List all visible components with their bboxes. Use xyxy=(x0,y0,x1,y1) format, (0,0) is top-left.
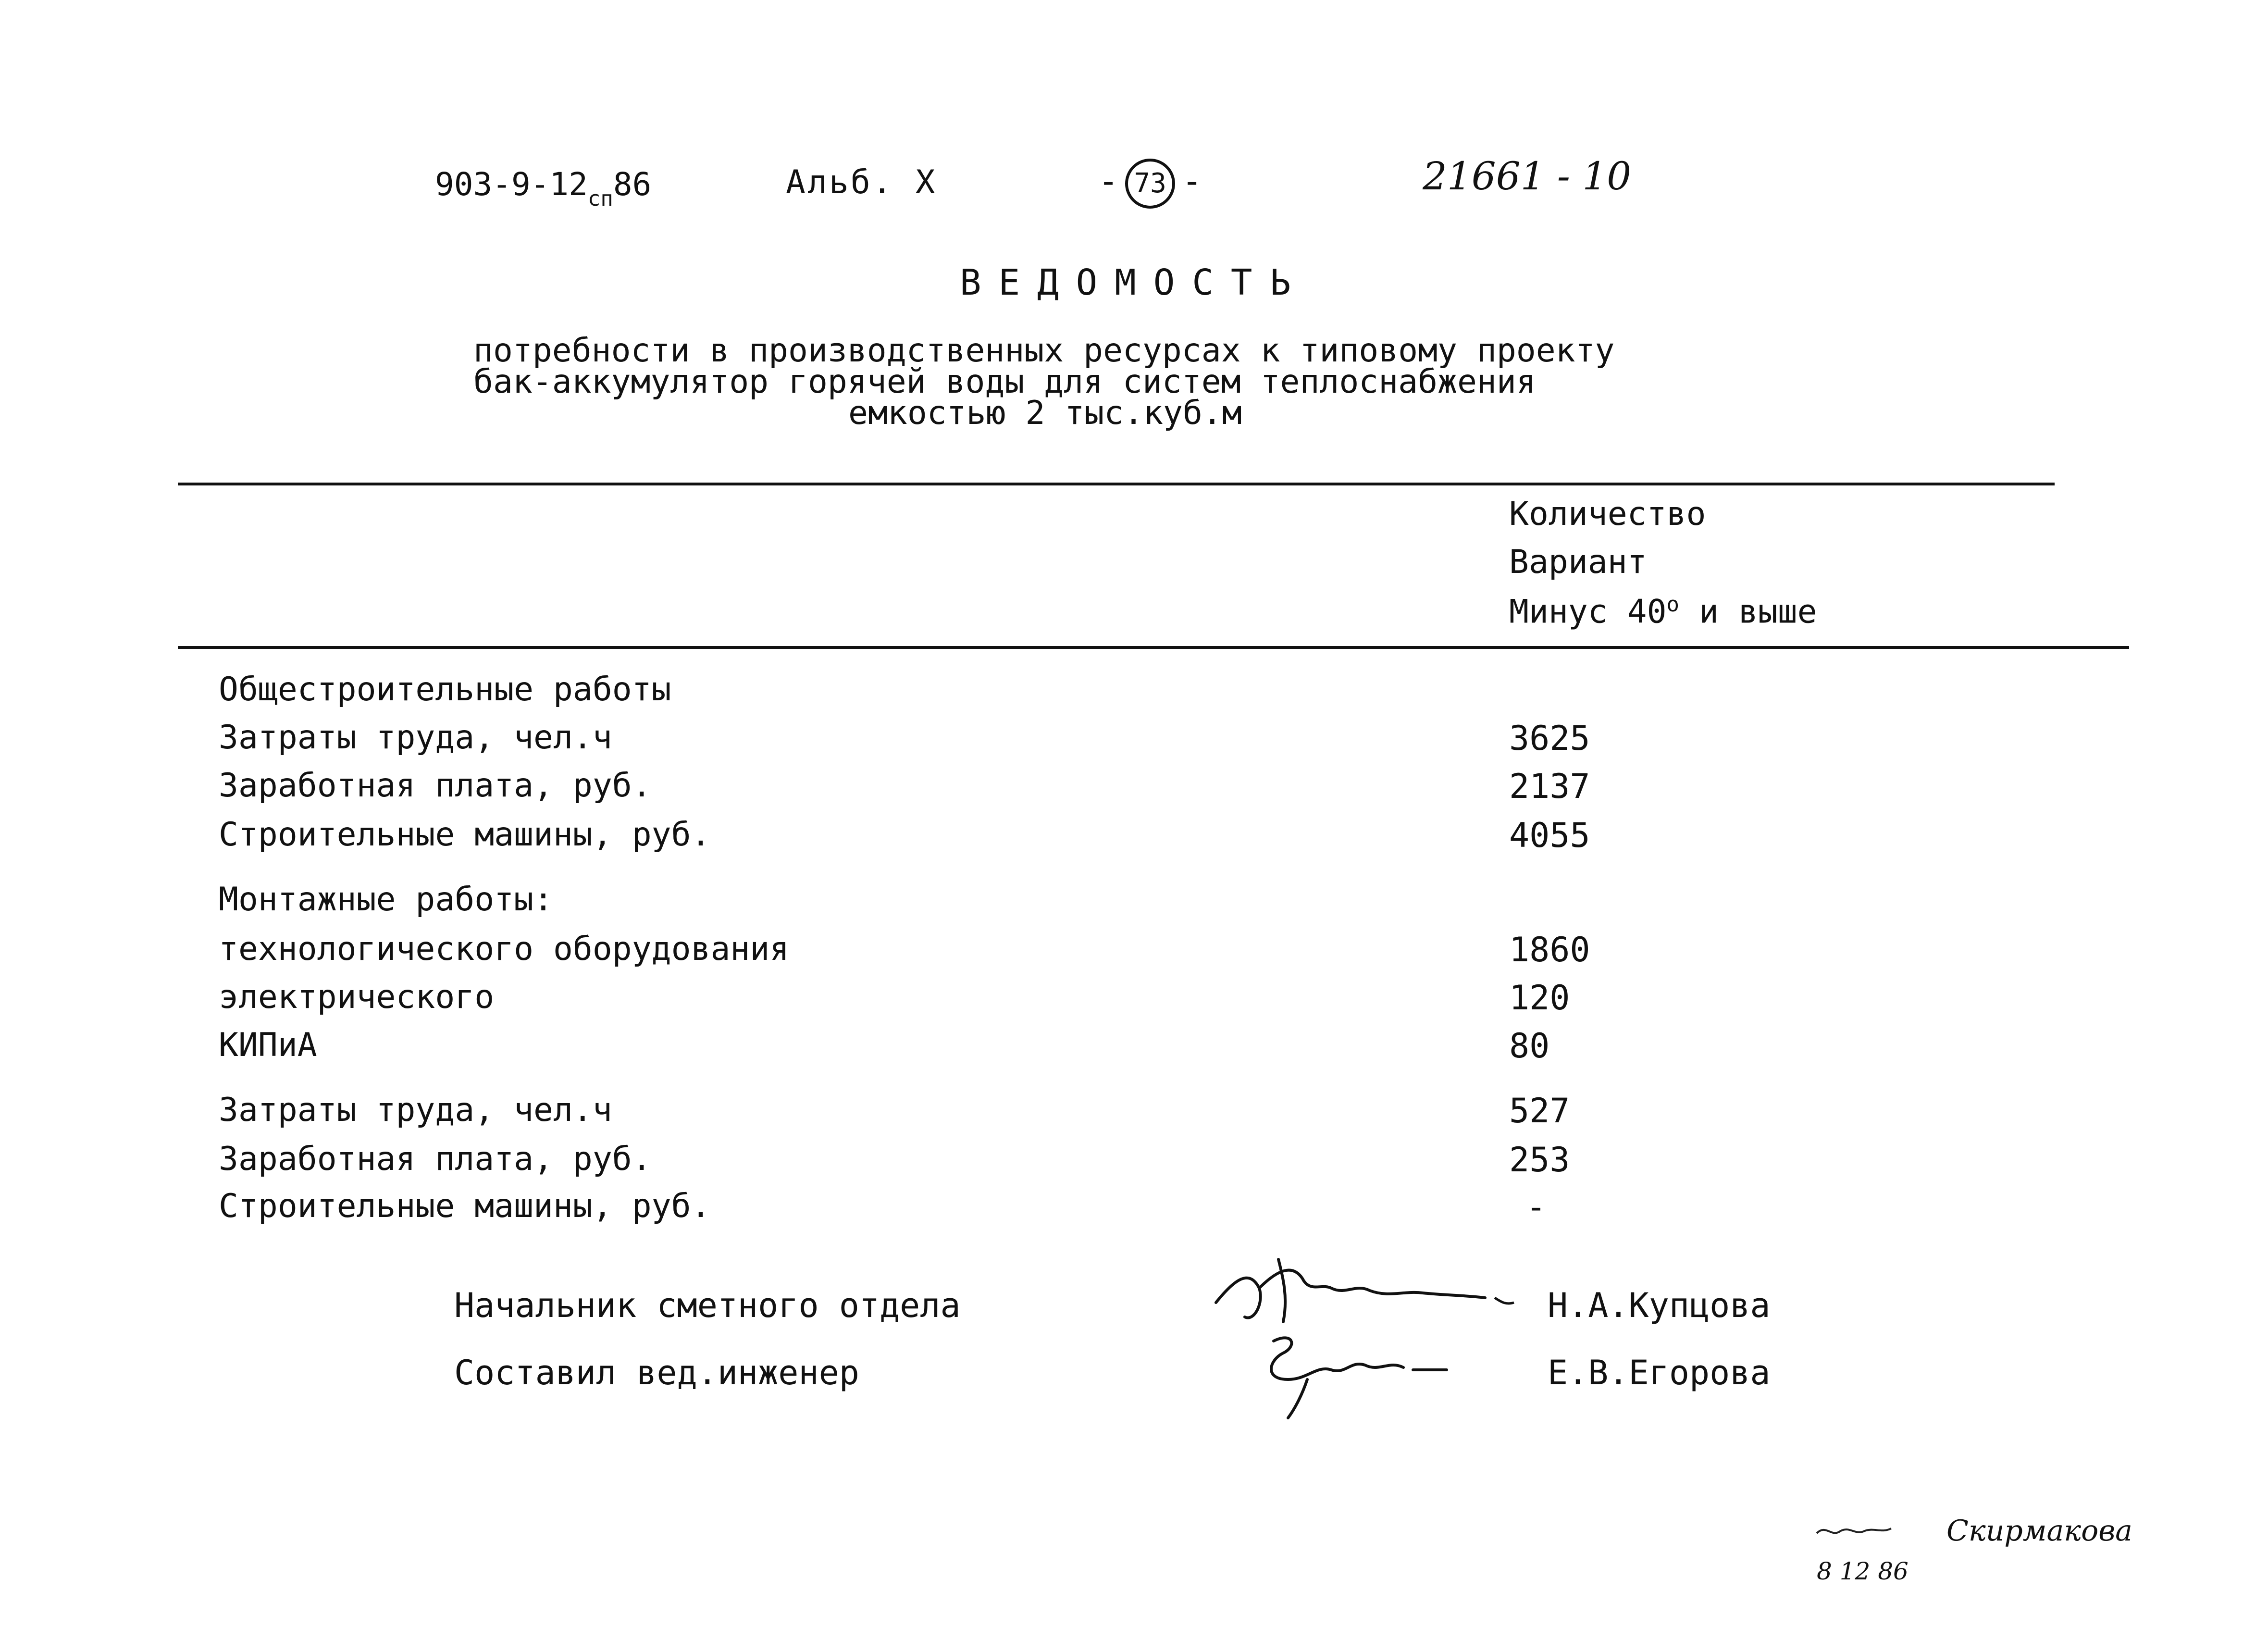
signatory-name-head: Н.А.Купцова xyxy=(1548,1286,1771,1325)
subtitle-line-2: бак-аккумулятор горячей воды для систем теплоснабжения xyxy=(473,363,1536,401)
table-header-rule xyxy=(178,646,2129,649)
table-row-label: технологического оборудования xyxy=(219,930,790,968)
table-row-label: Строительные машины, руб. xyxy=(219,816,711,854)
page-dash-left: - xyxy=(1098,161,1119,201)
subtitle-line-1: потребности в производственных ресурсах к типовому проекту xyxy=(473,332,1615,370)
column-header-temperature-prefix: Минус 40 xyxy=(1509,593,1667,631)
table-row-label: Заработная плата, руб. xyxy=(219,767,652,805)
table-row-label: Общестроительные работы xyxy=(219,671,671,708)
signatory-position-head: Начальник сметного отдела xyxy=(454,1286,961,1325)
table-row-value: 2137 xyxy=(1509,767,1590,806)
signatory-name-engineer: Е.В.Егорова xyxy=(1548,1353,1771,1392)
table-row-value: 80 xyxy=(1509,1026,1550,1066)
table-row-value: 253 xyxy=(1509,1140,1570,1180)
table-row-label: электрического xyxy=(219,978,495,1016)
page-dash-right: - xyxy=(1182,161,1202,201)
table-row-value: 4055 xyxy=(1509,816,1590,855)
subtitle-line-3: емкостью 2 тыс.куб.м xyxy=(848,394,1242,432)
document-code-tail: 86 xyxy=(613,166,652,203)
column-header-temperature xyxy=(1509,592,1817,631)
table-row-value: 1860 xyxy=(1509,930,1590,969)
document-code-subscript: сп xyxy=(587,186,613,211)
document-title: ВЕДОМОСТЬ xyxy=(960,262,1308,303)
signature-egorova xyxy=(1254,1327,1485,1423)
document-code-main: 903-9-12 xyxy=(435,166,588,203)
table-row-value: 527 xyxy=(1509,1091,1570,1130)
reference-number: 21661 - 10 xyxy=(1423,154,1632,199)
table-row-label: КИПиА xyxy=(219,1026,317,1064)
signature-kuptsova xyxy=(1206,1250,1543,1331)
degree-mark: о xyxy=(1666,592,1680,617)
document-code xyxy=(435,166,652,211)
table-row-label: Строительные машины, руб. xyxy=(219,1187,711,1225)
table-row-value: 120 xyxy=(1509,978,1570,1018)
page-number-block xyxy=(1098,159,1202,209)
handwritten-note-date: 8 12 86 xyxy=(1817,1557,1909,1585)
column-header-temperature-suffix: и выше xyxy=(1679,593,1817,631)
handwritten-note-name: Скирмакова xyxy=(1946,1514,2132,1548)
table-row-label: Заработная плата, руб. xyxy=(219,1140,652,1178)
table-top-rule xyxy=(178,483,2055,485)
table-row-label: Затраты труда, чел.ч xyxy=(219,1091,612,1129)
table-row-value: 3625 xyxy=(1509,719,1590,758)
page-number: 73 xyxy=(1125,159,1175,209)
table-row-label: Монтажные работы: xyxy=(219,881,553,919)
table-row-value: - xyxy=(1526,1187,1547,1227)
column-header-variant: Вариант xyxy=(1509,543,1647,581)
column-header-quantity: Количество xyxy=(1509,495,1706,533)
album-label: Альб. X xyxy=(786,163,937,201)
signatory-position-engineer: Составил вед.инженер xyxy=(454,1353,859,1392)
table-row-label: Затраты труда, чел.ч xyxy=(219,719,612,757)
